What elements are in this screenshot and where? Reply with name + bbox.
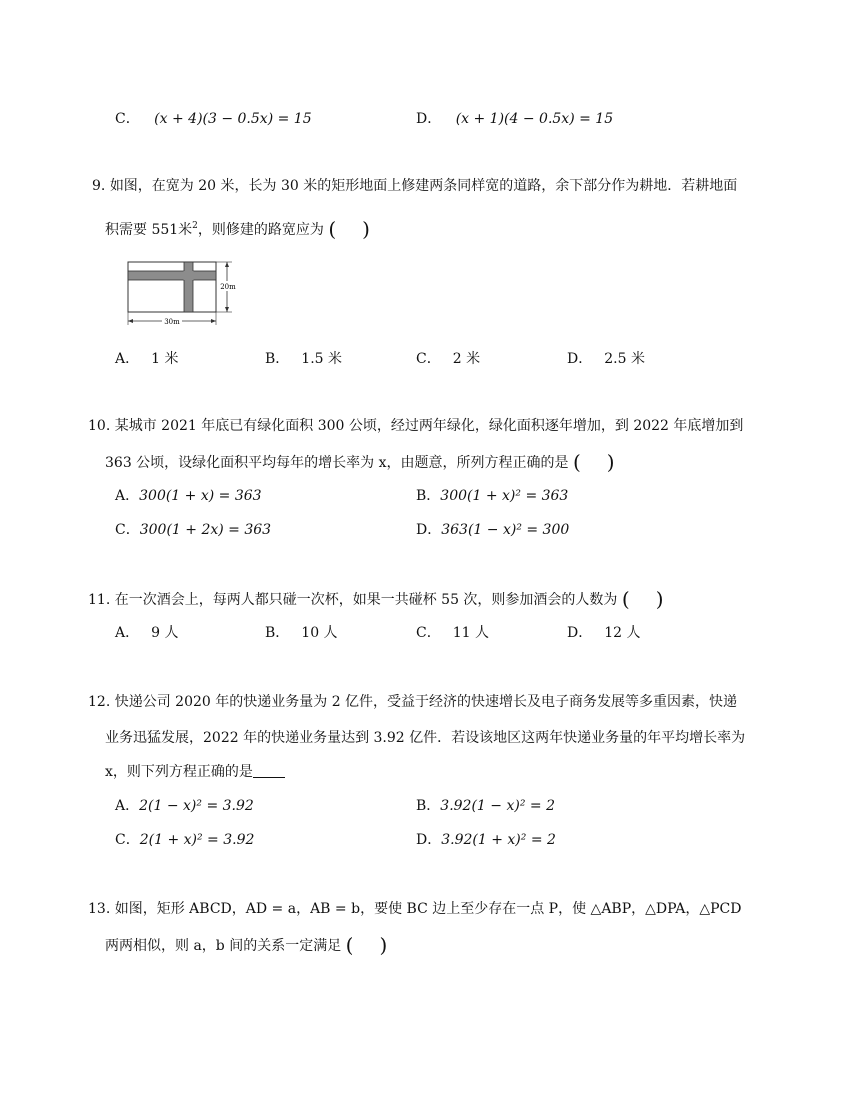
option-label: C． [115,522,140,538]
option-text: 2(1 + x)² = 3.92 [139,832,255,848]
q9-line1 [92,176,737,196]
option-text: 300(1 + 2x) = 363 [139,522,272,538]
option-text: 300(1 + x) = 363 [139,488,262,504]
question-text: 363 公顷，设绿化面积平均每年的增长率为 x，由题意，所列方程正确的是 [105,455,569,471]
answer-paren-open: ( [572,450,581,474]
q10-line2 [105,452,615,473]
q11-option-d [567,623,641,643]
question-text: 如图，在宽为 20 米，长为 30 米的矩形地面上修建两条同样宽的道路，余下部分作为耕地．若耕地面 [109,178,738,194]
question-number: 11. [88,592,111,608]
question-text: 业务迅猛发展，2022 年的快递业务量达到 3.92 亿件．若设该地区这两年快递业务量的年平均增长率为 [105,730,746,746]
answer-paren-close: ) [379,933,388,957]
option-text: 1 米 [151,351,179,367]
option-text: 3.92(1 − x)² = 2 [440,798,555,814]
question-text: ，则修建的路宽应为 [197,222,324,238]
question-text: 在一次酒会上，每两人都只碰一次杯，如果一共碰杯 55 次，则参加酒会的人数为 [114,592,618,608]
q9-line2 [105,219,370,240]
question-number: 10. [88,418,111,434]
q10-option-c [115,520,271,540]
q11-option-b [265,623,338,643]
question-text: 某城市 2021 年底已有绿化面积 300 公顷，经过两年绿化，绿化面积逐年增加，到 2022 年底增加到 [114,418,744,434]
question-text: 快递公司 2020 年的快递业务量为 2 亿件，受益于经济的快速增长及电子商务发展等多重因素，快递 [114,694,738,710]
option-label: C． [115,832,140,848]
q10-option-a [115,486,262,506]
q8-option-c [115,109,312,129]
q11-option-c [416,623,489,643]
option-label: D． [416,111,442,127]
option-text: (x + 1)(4 − 0.5x) = 15 [455,111,614,127]
question-number: 12. [88,694,111,710]
option-text: 363(1 − x)² = 300 [441,522,570,538]
question-text: 积需要 551米 [105,222,193,238]
height-label: 20m [220,283,236,291]
option-text: 11 人 [452,625,489,641]
option-label: C． [115,111,140,127]
q10-line1 [88,416,743,436]
option-text: 2.5 米 [604,351,645,367]
option-text: 12 人 [604,625,641,641]
question-number: 9. [92,178,106,194]
option-text: 9 人 [151,625,179,641]
answer-blank [253,763,285,778]
answer-paren-open: ( [621,587,630,611]
option-label: A． [115,625,140,641]
option-label: A． [115,488,140,504]
answer-paren-close: ) [606,450,615,474]
q12-line3 [105,762,285,782]
answer-paren-open: ( [328,217,337,241]
q12-option-d [416,830,556,850]
q12-option-c [115,830,254,850]
option-text: 3.92(1 + x)² = 2 [441,832,556,848]
option-text: 10 人 [301,625,338,641]
q10-option-b [416,486,568,506]
question-number: 13. [88,901,111,917]
option-label: B． [416,798,441,814]
option-label: D． [567,625,593,641]
superscript: 2 [192,221,198,231]
answer-paren-close: ) [362,217,370,241]
q12-line2 [105,728,745,748]
q9-option-c [416,349,480,369]
q9-option-a [115,349,178,369]
option-text: 2(1 − x)² = 3.92 [139,798,254,814]
q9-option-d [567,349,645,369]
option-label: D． [416,832,442,848]
option-text: 2 米 [452,351,481,367]
answer-paren-close: ) [655,587,664,611]
option-text: (x + 4)(3 − 0.5x) = 15 [154,111,312,127]
q12-option-a [115,796,254,816]
question-text: x，则下列方程正确的是 [105,764,253,780]
q11-option-a [115,623,178,643]
answer-paren-open: ( [345,933,354,957]
q8-option-d [416,109,613,129]
option-label: A． [115,798,140,814]
option-text: 1.5 米 [301,351,343,367]
q9-option-b [265,349,342,369]
option-label: D． [416,522,442,538]
option-label: C． [416,351,441,367]
q9-road-figure [120,255,245,330]
option-label: D． [567,351,593,367]
question-text: 两两相似，则 a，b 间的关系一定满足 [105,938,342,954]
question-text: 如图，矩形 ABCD，AD = a，AB = b，要使 BC 边上至少存在一点 P，使 △ABP，△DPA，△PCD [114,901,742,917]
q12-line1 [88,692,737,712]
option-text: 300(1 + x)² = 363 [440,488,569,504]
option-label: B． [265,351,290,367]
q10-option-d [416,520,569,540]
width-label: 30m [164,318,180,326]
q13-line1 [88,899,742,919]
option-label: B． [416,488,441,504]
option-label: B． [265,625,290,641]
option-label: A． [115,351,140,367]
q13-line2 [105,935,387,956]
q11-line1 [88,589,664,610]
q12-option-b [416,796,555,816]
option-label: C． [416,625,441,641]
